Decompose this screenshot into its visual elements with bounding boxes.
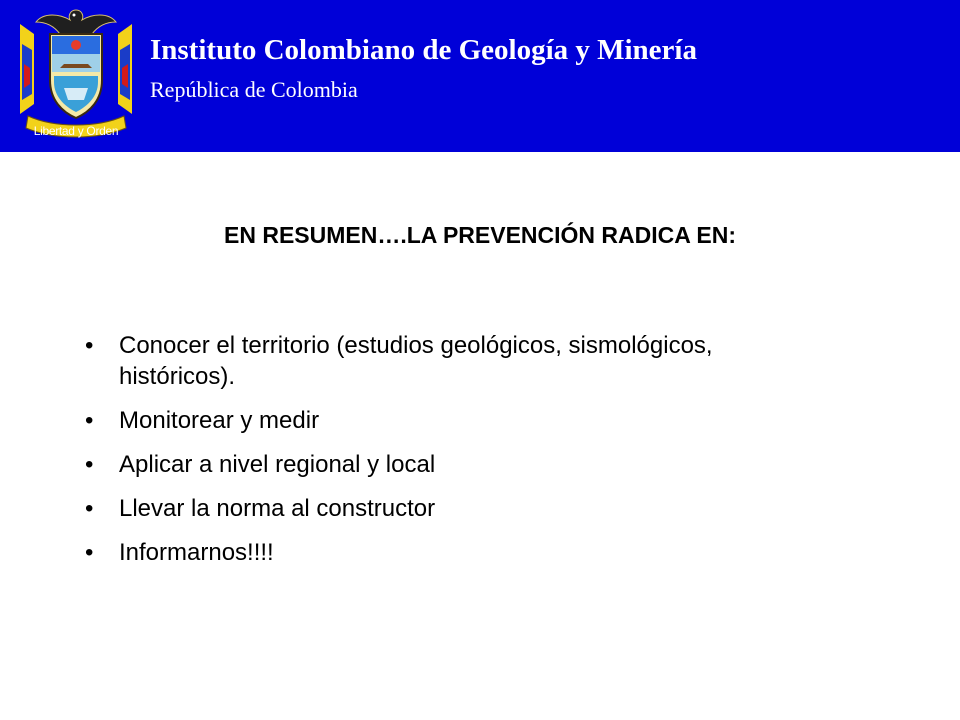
bullet-icon: • [85,451,94,478]
list-item [85,405,725,436]
list-item-text: Llevar la norma al constructor [119,495,436,522]
organization-name: Instituto Colombiano de Geología y Minería [150,34,697,66]
list-item-text: Informarnos!!!! [119,539,274,566]
crest-motto: Libertad y Orden [33,124,119,138]
list-item-text: Monitorear y medir [119,407,320,434]
colombia-coat-of-arms-icon [14,4,138,150]
bullet-icon: • [85,495,94,522]
list-item [85,330,725,392]
list-item-text: Conocer el territorio (estudios geológicos, sismológicos, históricos). [119,332,713,390]
list-item-text: Aplicar a nivel regional y local [119,451,436,478]
list-item [85,449,725,480]
bullet-list [85,330,725,581]
bullet-icon: • [85,407,94,434]
country-name: República de Colombia [150,77,358,102]
bullet-icon: • [85,539,94,566]
list-item [85,493,725,524]
header-band [0,0,960,152]
bullet-icon: • [85,332,94,359]
list-item [85,537,725,568]
slide-heading: EN RESUMEN….LA PREVENCIÓN RADICA EN: [224,222,736,248]
